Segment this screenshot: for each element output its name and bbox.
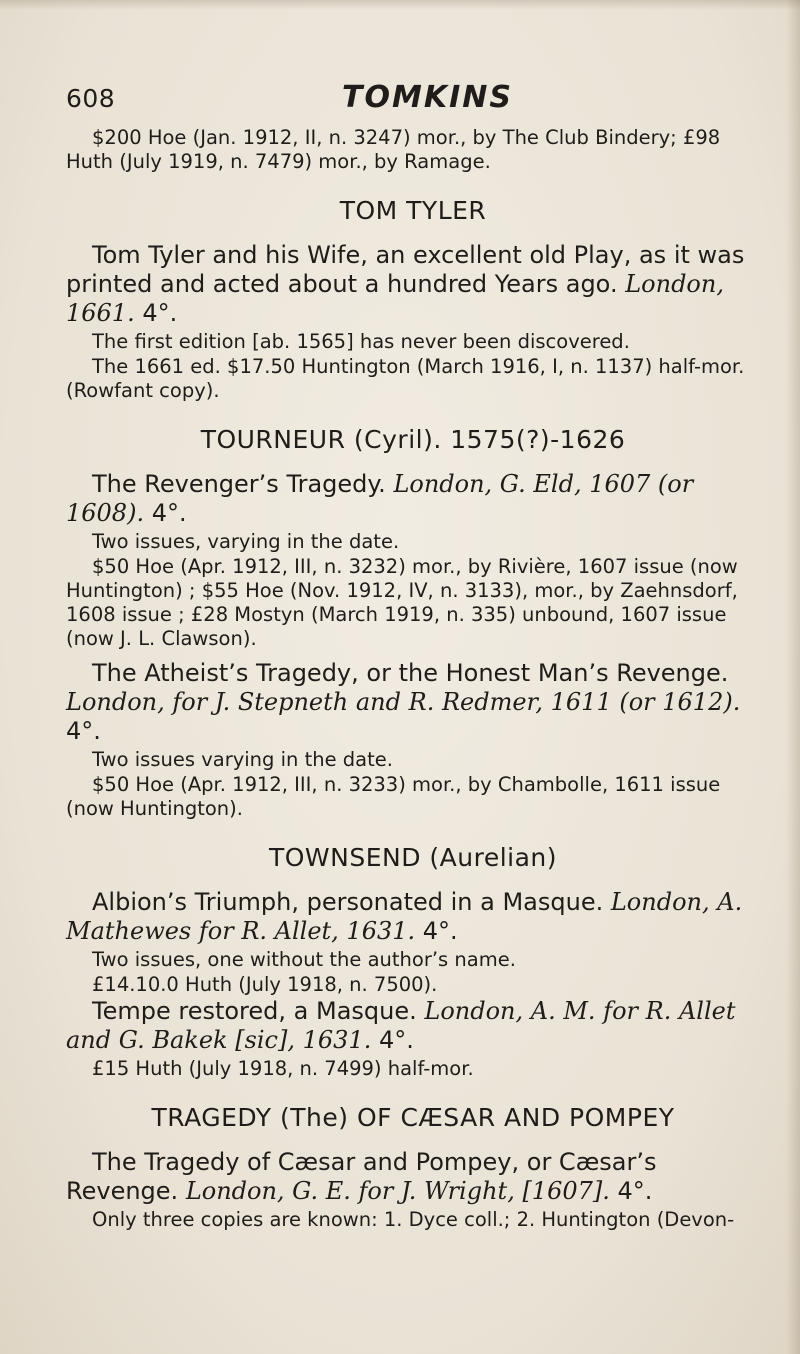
page-edge-shadow [786, 0, 800, 1354]
page-top-shadow [0, 0, 800, 10]
entry-title-text: The Revenger’s Tragedy. [92, 470, 386, 498]
entry-note: The 1661 ed. $17.50 Huntington (March 1916, I, n. 1137) half-mor. (Rowfant copy). [66, 355, 745, 402]
entry-title-text: Albion’s Triumph, personated in a Masque. [92, 888, 604, 916]
section-heading: TRAGEDY (The) OF CÆSAR AND POMPEY [151, 1103, 675, 1132]
entry-format: 4°. [378, 1026, 414, 1054]
section-tourneur [66, 425, 760, 821]
entry-title-text: Tom Tyler and his Wife, an excellent old Play, as it was printed and acted about a hundred Years ago. [66, 241, 745, 298]
running-head: TOMKINS [342, 80, 513, 115]
entry-imprint: London, for J. Stepneth and R. Redmer, 1611 (or 1612). [66, 688, 741, 716]
entry-title [66, 1148, 760, 1206]
entry-title [66, 888, 760, 946]
entry-note: The first edition [ab. 1565] has never been discovered. [92, 330, 630, 353]
entry-note: Two issues, one without the author’s name. [92, 948, 516, 971]
continuation-note: $200 Hoe (Jan. 1912, II, n. 3247) mor., by The Club Bindery; £98 Huth (July 1919, n. 7479) mor., by Ramage. [66, 126, 721, 173]
section-tom-tyler [66, 196, 760, 403]
entry-format: 4°. [66, 717, 101, 745]
entry-title [66, 470, 760, 528]
entry-imprint: London, 1661. [66, 270, 724, 327]
entry-format: 4°. [422, 917, 458, 945]
page-header [66, 70, 760, 118]
entry-title [66, 659, 760, 746]
entry-title-text: The Tragedy of Cæsar and Pompey, or Cæsar’s Revenge. [66, 1148, 657, 1205]
section-heading: TOM TYLER [339, 196, 487, 225]
entry-title-text: The Atheist’s Tragedy, or the Honest Man’s Revenge. [92, 659, 729, 687]
entry-note: $50 Hoe (Apr. 1912, III, n. 3233) mor., by Chambolle, 1611 issue (now Huntington). [66, 773, 721, 820]
entry-title-text: Tempe restored, a Masque. [92, 997, 417, 1025]
entry-imprint: London, G. E. for J. Wright, [1607]. [185, 1177, 610, 1205]
entry-note: Only three copies are known: 1. Dyce coll.; 2. Huntington (Devon- [92, 1208, 735, 1231]
section-caesar-and-pompey [66, 1103, 760, 1232]
page-number: 608 [66, 84, 116, 113]
entry-note: £15 Huth (July 1918, n. 7499) half-mor. [92, 1057, 474, 1080]
entry-note: Two issues varying in the date. [92, 748, 393, 771]
entry-imprint: London, G. Eld, 1607 (or 1608). [66, 470, 694, 527]
spacer [66, 651, 760, 659]
section-heading: TOURNEUR (Cyril). 1575(?)-1626 [200, 425, 626, 454]
entry-format: 4°. [617, 1177, 653, 1205]
entry-note: Two issues, varying in the date. [92, 530, 400, 553]
section-townsend [66, 843, 760, 1081]
entry-format: 4°. [151, 499, 187, 527]
entry-note: £14.10.0 Huth (July 1918, n. 7500). [92, 973, 438, 996]
entry-note: $50 Hoe (Apr. 1912, III, n. 3232) mor., by Rivière, 1607 issue (now Huntington) ; $55 Hoe (Nov. 1912, IV, n. 3133), mor., by Zaehnsdorf, 1608 issue ; £28 Mostyn (March 1919, n. 335) unbound, 1607 issue (now J. L. Clawson). [66, 555, 738, 650]
section-heading: TOWNSEND (Aurelian) [268, 843, 558, 872]
entry-imprint: London, A. M. for R. Allet and G. Bakek [sic], 1631. [66, 997, 736, 1054]
entry-title [66, 241, 760, 328]
entry-title [66, 997, 760, 1055]
entry-format: 4°. [142, 299, 178, 327]
entry-imprint: London, A. Mathewes for R. Allet, 1631. [66, 888, 743, 945]
